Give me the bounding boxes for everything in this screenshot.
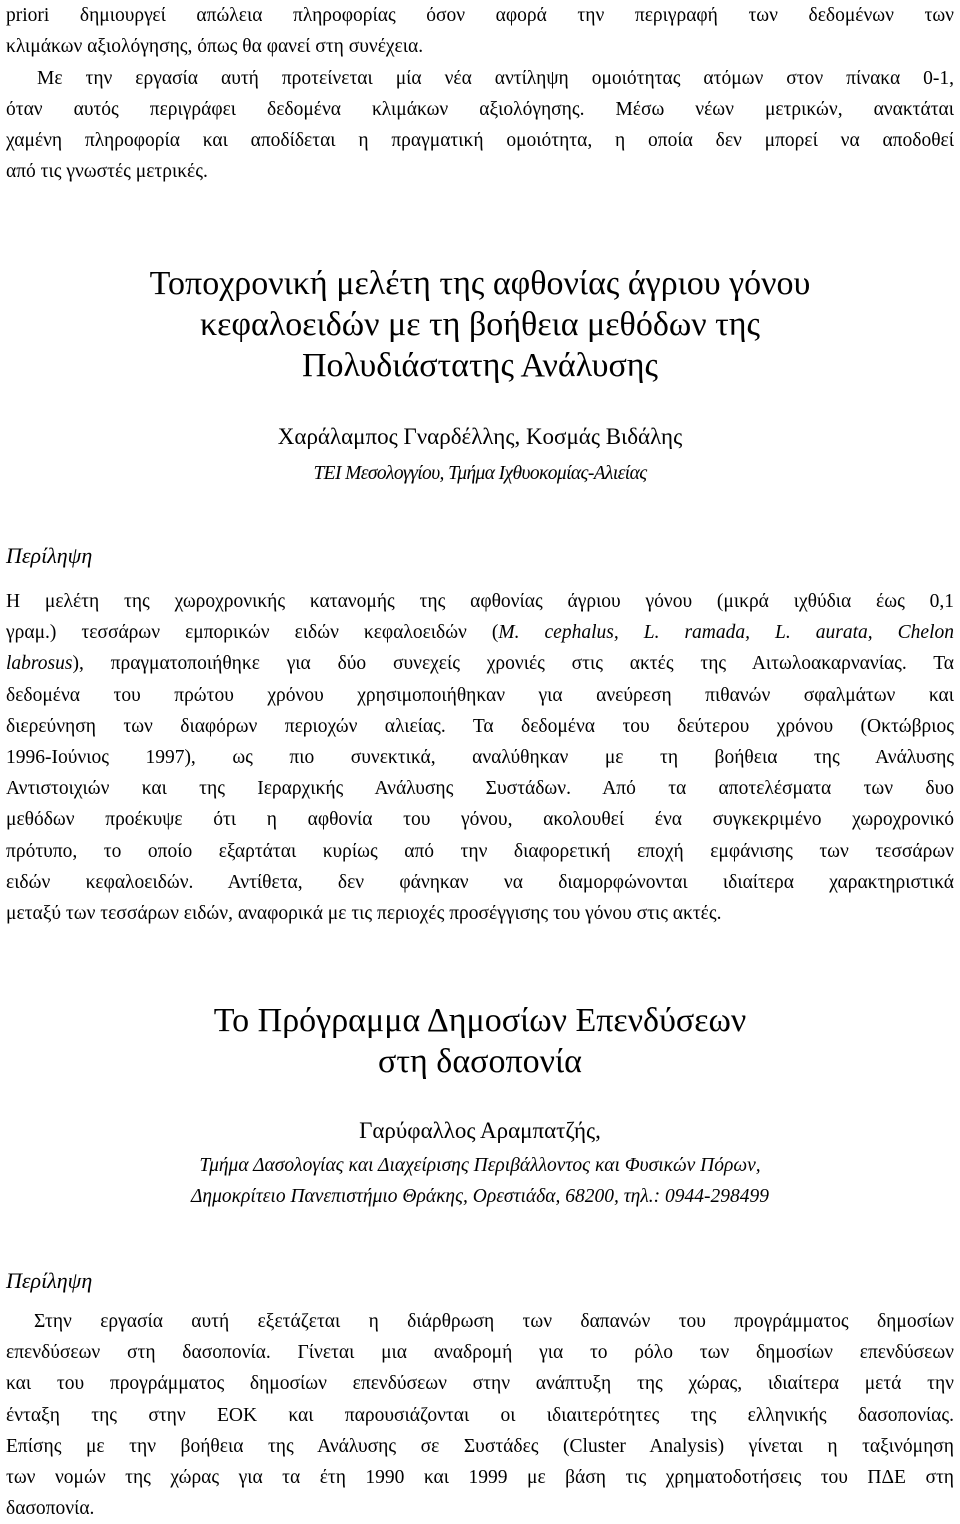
text-line: ειδών κεφαλοειδών. Αντίθετα, δεν φάνηκαν να διαμορφώνονται ιδιαίτερα χαρακτηριστικά (6, 871, 954, 893)
abstract-heading: Περίληψη (6, 543, 93, 568)
text-line: δασοπονία. (6, 1498, 95, 1520)
text-line: Αντιστοιχιών και της Ιεραρχικής Ανάλυσης Συστάδων. Από τα αποτελέσματα των δυο (6, 778, 954, 800)
affiliation-line: Δημοκρίτειο Πανεπιστήμιο Θράκης, Ορεστιάδα, 68200, τηλ.: 0944-298499 (190, 1186, 770, 1207)
abstract-heading: Περίληψη (6, 1268, 93, 1293)
article-title (6, 1000, 954, 1082)
intro-paragraph (6, 0, 954, 188)
text-line: και του προγράμματος δημοσίων επενδύσεων στην ανάπτυξη της χώρας, ιδιαίτερα μετά την (6, 1373, 954, 1395)
text-fragment: γραμ.) τεσσάρων εμπορικών ειδών κεφαλοειδών ( (6, 622, 499, 644)
text-line (6, 648, 954, 679)
title-line: στη δασοπονία (378, 1043, 582, 1080)
text-line: πρότυπο, το οποίο εξαρτάται κυρίως από την διαφορετική εποχή εμφάνισης των τεσσάρων (6, 840, 954, 862)
text-line: δεδομένα του πρώτου χρόνου χρησιμοποιήθηκαν για ανεύρεση πιθανών σφαλμάτων και (6, 684, 954, 706)
text-line: Με την εργασία αυτή προτείνεται μία νέα αντίληψη ομοιότητας ατόμων στον πίνακα 0-1, (37, 67, 954, 89)
text-line: επενδύσεων στη δασοπονία. Γίνεται μια αναδρομή για το ρόλο των δημοσίων επενδύσεων (6, 1342, 954, 1364)
text-line: Στην εργασία αυτή εξετάζεται η διάρθρωση των δαπανών του προγράμματος δημοσίων (34, 1311, 954, 1332)
title-line: Πολυδιάστατης Ανάλυσης (301, 347, 659, 384)
abstract-body (6, 586, 954, 929)
text-line: Η μελέτη της χωροχρονικής κατανομής της αφθονίας άγριου γόνου (μικρά ιχθύδια έως 0,1 (6, 591, 954, 612)
text-line: 1996-Ιούνιος 1997), ως πιο συνεκτικά, αναλύθηκαν με τη βοήθεια της Ανάλυσης (6, 747, 954, 769)
article-affiliation (6, 1150, 954, 1212)
article-authors: Χαράλαμπος Γναρδέλλης, Κοσμάς Βιδάλης (277, 424, 683, 449)
title-line: Τοποχρονική μελέτη της αφθονίας άγριου γόνου (149, 265, 811, 302)
text-line: χαμένη πληροφορία και αποδίδεται η πραγματική ομοιότητα, η οποία δεν μπορεί να αποδοθεί (6, 130, 954, 152)
title-line: Το Πρόγραμμα Δημοσίων Επενδύσεων (213, 1002, 747, 1039)
abstract-body (6, 1306, 954, 1524)
text-line: Επίσης με την βοήθεια της Ανάλυσης σε Συστάδες (Cluster Analysis) γίνεται η ταξινόμηση (6, 1435, 954, 1457)
text-line (6, 617, 954, 648)
affiliation-line: Τμήμα Δασολογίας και Διαχείρισης Περιβάλλοντος και Φυσικών Πόρων, (199, 1155, 761, 1176)
article-authors: Γαρύφαλλος Αραμπατζής, (359, 1118, 601, 1143)
species-names: labrosus (6, 653, 73, 675)
article-affiliation: ΤΕΙ Μεσολογγίου, Τμήμα Ιχθυοκομίας-Αλιείας (313, 463, 647, 484)
text-line: διερεύνηση των διαφόρων περιοχών αλιείας. Τα δεδομένα του δεύτερου χρόνου (Οκτώβριος (6, 715, 954, 737)
text-line: μεθόδων προέκυψε ότι η αφθονία του γόνου, ακολουθεί ένα συγκεκριμένο χωροχρονικό (6, 809, 954, 831)
text-line: ένταξη της στην ΕΟΚ και παρουσιάζονται οι ιδιαιτερότητες της ελληνικής δασοπονίας. (6, 1404, 954, 1426)
text-fragment: ), πραγματοποιήθηκε για δύο συνεχείς χρονιές στις ακτές της Αιτωλοακαρνανίας. Τα (72, 653, 954, 675)
text-line: από τις γνωστές μετρικές. (6, 161, 208, 183)
text-line: των νομών της χώρας για τα έτη 1990 και 1999 με βάση τις χρηματοδοτήσεις του ΠΔΕ στη (6, 1467, 954, 1489)
text-line: όταν αυτός περιγράφει δεδομένα κλιμάκων αξιολόγησης. Μέσω νέων μετρικών, ανακτάται (6, 98, 954, 120)
text-line: priori δημιουργεί απώλεια πληροφορίας όσον αφορά την περιγραφή των δεδομένων των (6, 5, 954, 26)
title-line: κεφαλοειδών με τη βοήθεια μεθόδων της (199, 306, 761, 343)
article-title (6, 263, 954, 386)
species-names: M. cephalus, L. ramada, L. aurata, Chelon (498, 622, 954, 644)
text-line: κλιμάκων αξιολόγησης, όπως θα φανεί στη συνέχεια. (6, 36, 424, 58)
text-line: μεταξύ των τεσσάρων ειδών, αναφορικά με τις περιοχές προσέγγισης του γόνου στις ακτές. (6, 903, 722, 925)
